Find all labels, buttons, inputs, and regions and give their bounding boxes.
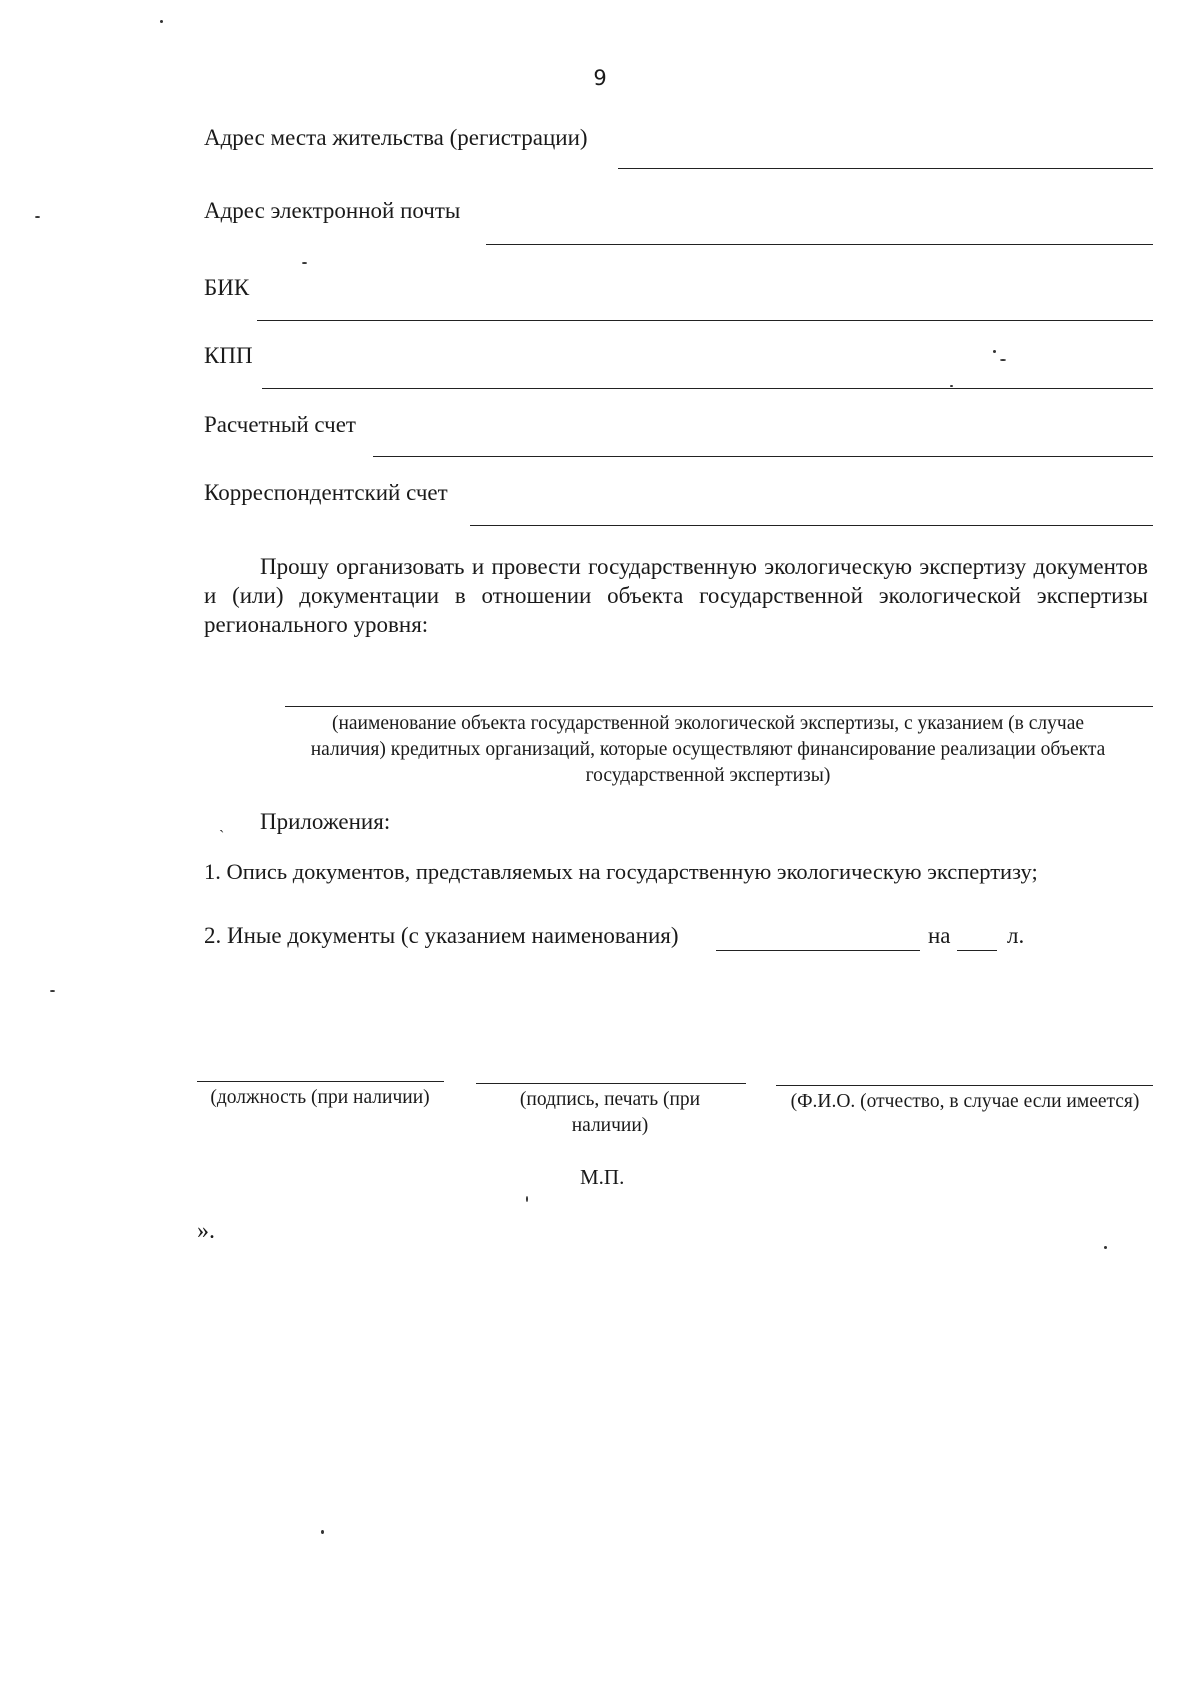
attachment-item-2-name-line[interactable] [716, 950, 920, 951]
field-line-residence-address[interactable] [618, 168, 1153, 169]
field-line-kpp[interactable] [262, 388, 1153, 389]
stamp-label: М.П. [580, 1165, 625, 1189]
scan-speck [993, 350, 996, 353]
signature-position-line[interactable] [197, 1081, 444, 1082]
signature-name-line[interactable] [776, 1085, 1153, 1086]
field-line-correspondent-account[interactable] [470, 525, 1153, 526]
field-line-settlement-account[interactable] [373, 456, 1153, 457]
attachments-heading: Приложения: [260, 809, 391, 834]
signature-sign-line[interactable] [476, 1083, 746, 1084]
scan-speck [160, 20, 163, 23]
signature-position-caption: (должность (при наличии) [210, 1087, 430, 1108]
request-text: Прошу организовать и провести государственную экологическую экспертизу документов и (или) документации в отношении объекта государственной экологической экспертизы регионального уровня: [204, 554, 1148, 637]
field-label-bik: БИК [204, 275, 250, 300]
closing-quote: ». [197, 1218, 215, 1244]
attachment-item-2-sheets-unit: л. [1007, 923, 1025, 948]
scan-speck [302, 262, 307, 264]
request-paragraph [204, 552, 1148, 639]
field-label-correspondent-account: Корреспондентский счет [204, 480, 448, 505]
scan-speck [950, 385, 953, 387]
field-label-email: Адрес электронной почты [204, 198, 461, 223]
field-label-kpp: КПП [204, 343, 253, 368]
scan-speck [50, 990, 55, 992]
attachment-item-2: 2. Иные документы (с указанием наименования) [204, 923, 679, 948]
field-label-settlement-account: Расчетный счет [204, 412, 356, 437]
object-name-line[interactable] [285, 706, 1153, 707]
field-line-email[interactable] [486, 244, 1153, 245]
signature-sign-caption: (подпись, печать (при наличии) [519, 1089, 701, 1136]
scan-speck [35, 216, 40, 218]
scan-speck [1000, 359, 1006, 361]
scan-speck [321, 1530, 324, 1534]
field-label-residence-address: Адрес места жительства (регистрации) [204, 125, 588, 150]
attachment-item-2-sheets-line[interactable] [957, 950, 997, 951]
object-name-caption: (наименование объекта государственной экологической экспертизы, с указанием (в случае наличия) кредитных организаций, которые осуществляют финансирование реализации объекта государственной экспертизы) [310, 713, 1106, 786]
field-line-bik[interactable] [257, 320, 1153, 321]
signature-name-caption: (Ф.И.О. (отчество, в случае если имеется) [790, 1091, 1140, 1112]
scan-speck [1104, 1246, 1107, 1249]
stray-mark: ˏ [219, 816, 225, 833]
page-number: 9 [593, 66, 607, 90]
attachment-item-1: 1. Опись документов, представляемых на государственную экологическую экспертизу; [204, 859, 1038, 884]
attachment-item-2-on: на [928, 923, 951, 948]
scan-speck [526, 1196, 528, 1202]
